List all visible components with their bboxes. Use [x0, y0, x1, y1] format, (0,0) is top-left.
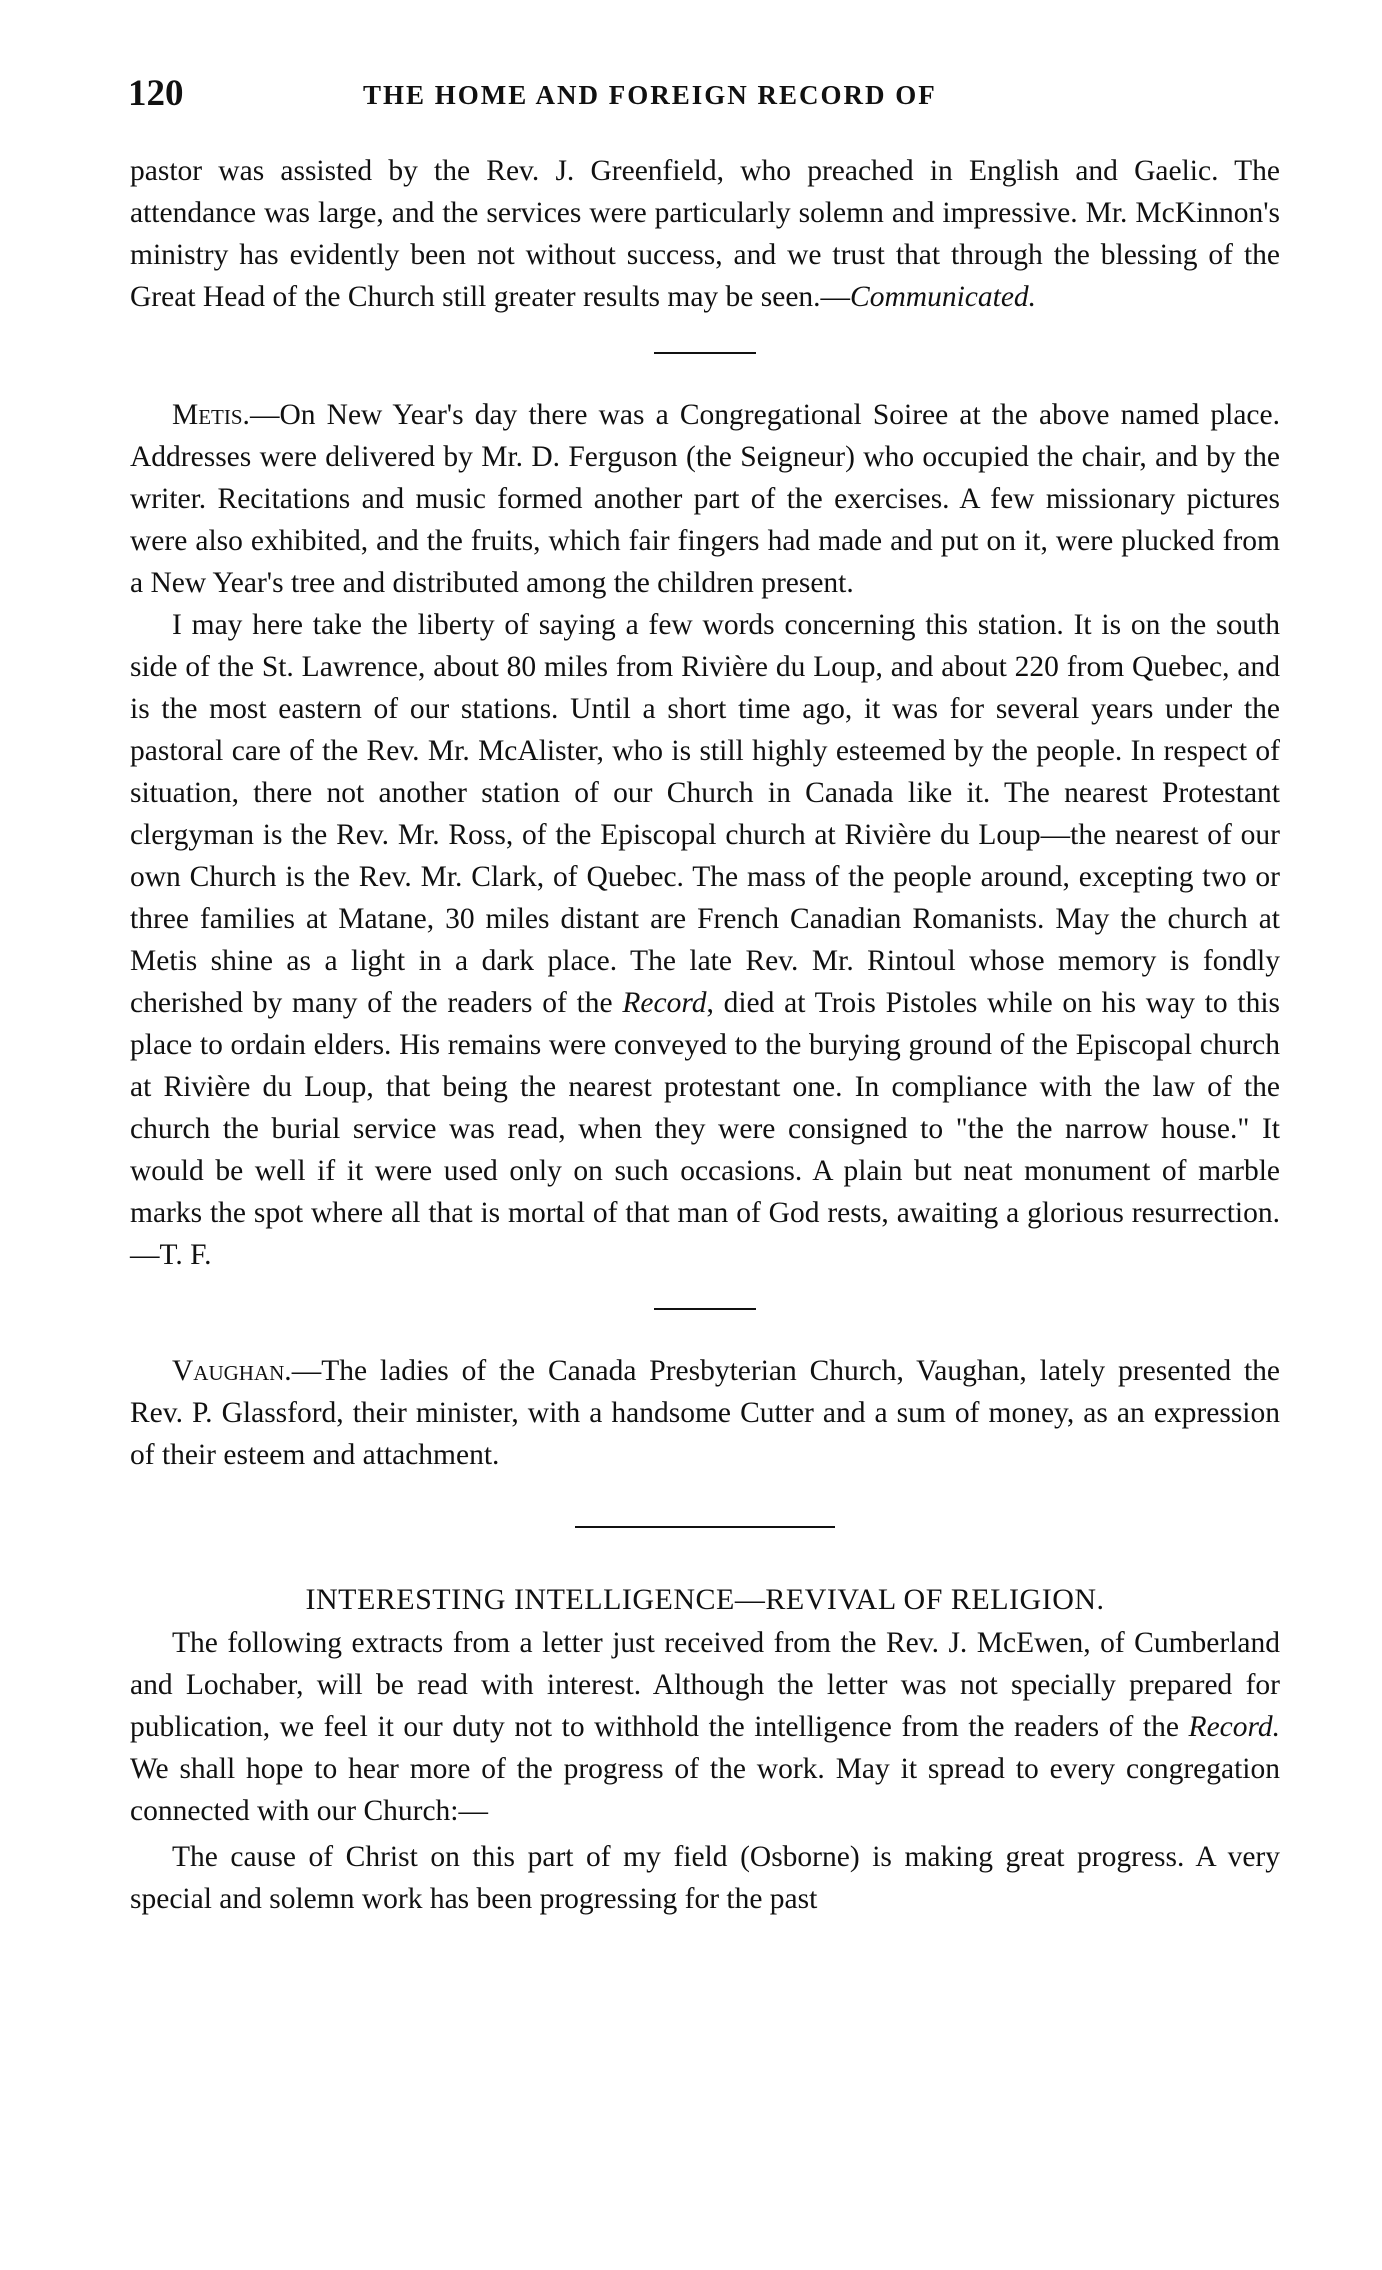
- section-divider: [654, 1308, 756, 1310]
- place-name-metis: Metis.: [172, 399, 250, 431]
- paragraph-osborne-letter: [130, 1836, 1280, 1920]
- page-header: [128, 72, 1278, 122]
- article-divider: [575, 1526, 835, 1528]
- paragraph-text: , died at Trois Pistoles while on his way to this place to ordain elders. His remains were conveyed to the burying ground of the Episcopal church at Rivière du Loup, that being the nearest protestant one. In compliance with the law of the church the burial service was read, when they were consigned to "the the narrow house." It would be well if it were used only on such occasions. A plain but neat monument of marble marks the spot where all that is mortal of that man of God rests, awaiting a glorious resurrection.—T. F.: [130, 987, 1281, 1271]
- paragraph-vaughan: [130, 1350, 1280, 1476]
- paragraph-text: The cause of Christ on this part of my field (Osborne) is making great progress. A very special and solemn work has been progressing for the past: [130, 1841, 1280, 1915]
- paragraph-text: The following extracts from a letter just received from the Rev. J. McEwen, of Cumberland and Lochaber, will be read with interest. Although the letter was not specially prepared for publication, we feel it our duty not to withhold the intelligence from the readers of the: [130, 1627, 1280, 1743]
- record-title: Record: [622, 987, 707, 1019]
- section-divider: [654, 352, 756, 354]
- page-number: 120: [128, 73, 184, 114]
- paragraph-mckinnon: [130, 150, 1280, 318]
- paragraph-metis-station: [130, 604, 1280, 1276]
- body-text: [130, 150, 1280, 1920]
- running-head: THE HOME AND FOREIGN RECORD OF: [363, 80, 937, 110]
- paragraph-text: We shall hope to hear more of the progress of the work. May it spread to every congregation connected with our Church:—: [130, 1753, 1280, 1827]
- paragraph-text: pastor was assisted by the Rev. J. Greenfield, who preached in English and Gaelic. The attendance was large, and the services were particularly solemn and impressive. Mr. McKinnon's ministry has evidently been not without success, and we trust that through the blessing of the Great Head of the Church still greater results may be seen.—: [130, 155, 1280, 313]
- signoff-communicated: Communicated.: [850, 281, 1037, 313]
- paragraph-text: —On New Year's day there was a Congregational Soiree at the above named place. Addresses were delivered by Mr. D. Ferguson (the Seigneur) who occupied the chair, and by the writer. Recitations and music formed another part of the exercises. A few missionary pictures were also exhibited, and the fruits, which fair fingers had made and put on it, were plucked from a New Year's tree and distributed among the children present.: [130, 399, 1280, 599]
- paragraph-text: —The ladies of the Canada Presbyterian Church, Vaughan, lately presented the Rev. P. Glassford, their minister, with a handsome Cutter and a sum of money, as an expression of their esteem and attachment.: [130, 1355, 1280, 1471]
- place-name-vaughan: Vaughan.: [172, 1355, 292, 1387]
- paragraph-text: I may here take the liberty of saying a few words concerning this station. It is on the south side of the St. Lawrence, about 80 miles from Rivière du Loup, and about 220 from Quebec, and is the most eastern of our stations. Until a short time ago, it was for several years under the pastoral care of the Rev. Mr. McAlister, who is still highly esteemed by the people. In respect of situation, there not another station of our Church in Canada like it. The nearest Protestant clergyman is the Rev. Mr. Ross, of the Episcopal church at Rivière du Loup—the nearest of our own Church is the Rev. Mr. Clark, of Quebec. The mass of the people around, excepting two or three families at Matane, 30 miles distant are French Canadian Romanists. May the church at Metis shine as a light in a dark place. The late Rev. Mr. Rintoul whose memory is fondly cherished by many of the readers of the: [130, 609, 1280, 1019]
- record-title: Record.: [1188, 1711, 1281, 1743]
- paragraph-intelligence-intro: [130, 1622, 1280, 1832]
- section-heading: INTERESTING INTELLIGENCE—REVIVAL OF RELIGION.: [305, 1583, 1105, 1616]
- paragraph-metis-soiree: [130, 394, 1280, 604]
